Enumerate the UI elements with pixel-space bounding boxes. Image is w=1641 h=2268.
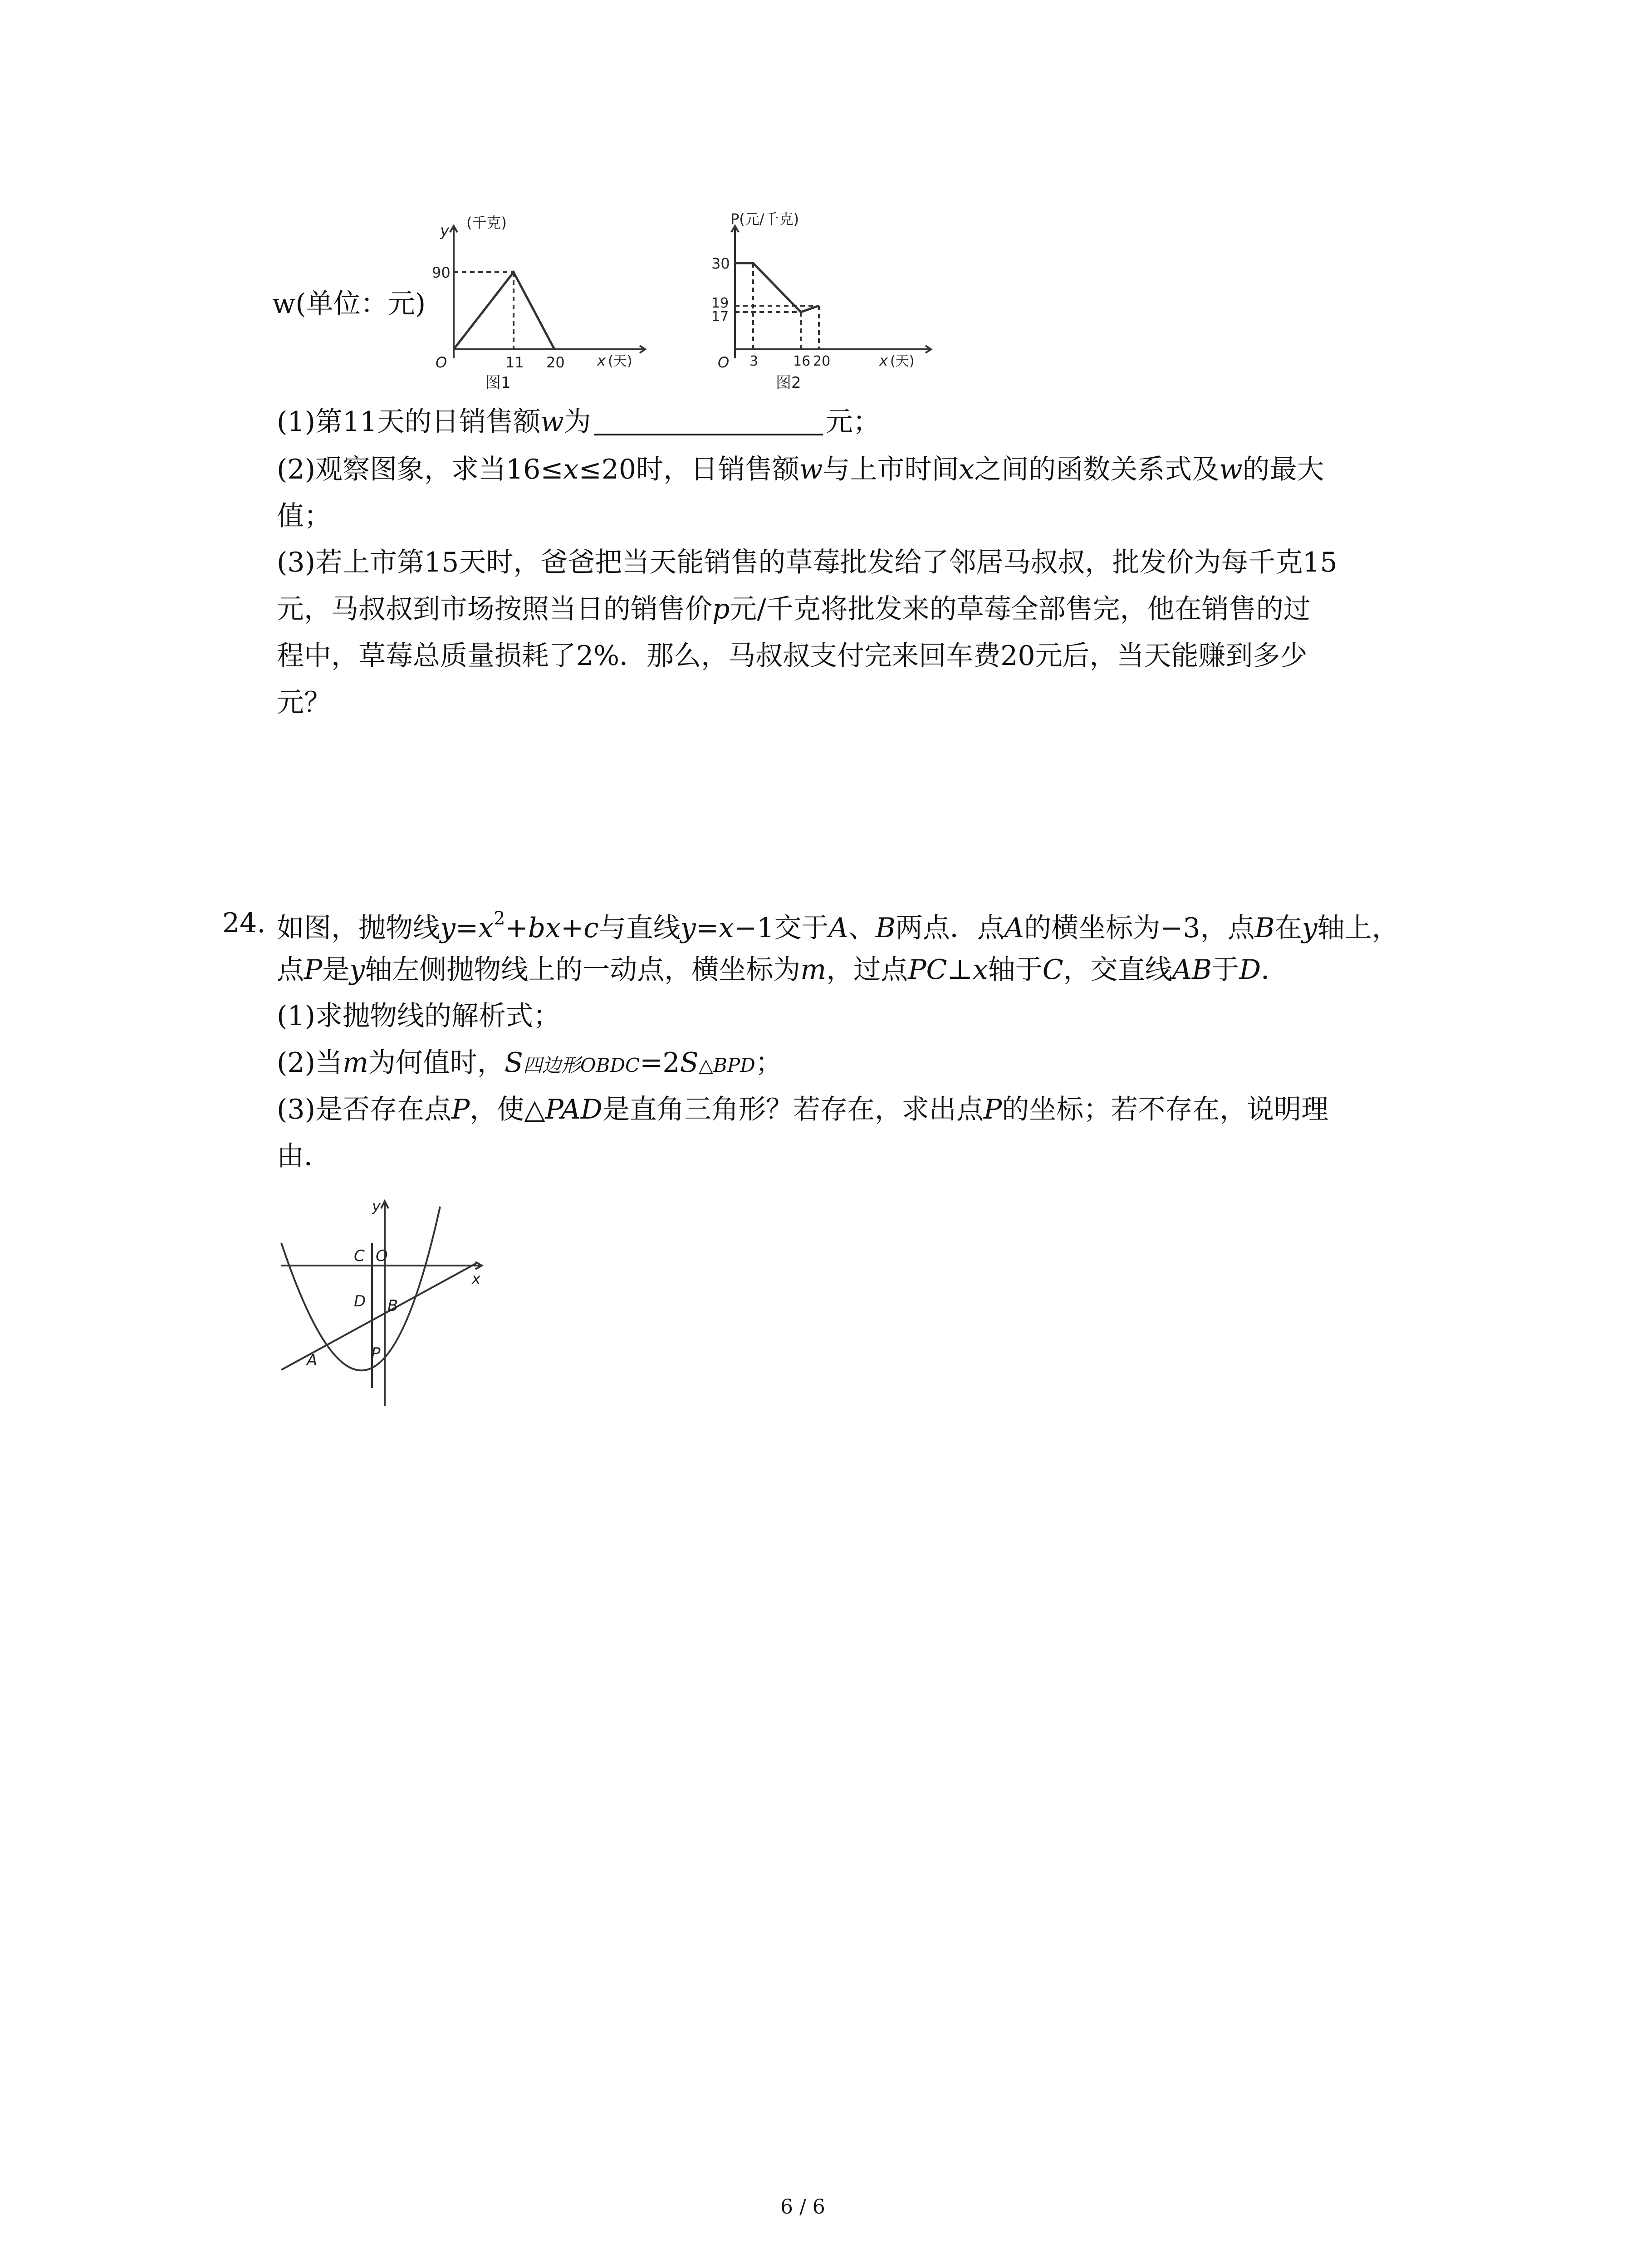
figure-1-graph: [432, 209, 671, 399]
t: 、: [848, 912, 876, 944]
eq-sup: 2: [494, 908, 505, 929]
subscript: △BPD: [698, 1054, 755, 1076]
fig2-caption: 图2: [776, 374, 801, 392]
t: =2: [640, 1047, 680, 1079]
pt: x: [972, 954, 988, 986]
q24-part3-line1: [277, 1096, 1328, 1123]
t: 是直角三角形？若存在，求出点: [602, 1094, 984, 1125]
figure-2-graph: [708, 209, 962, 399]
fig1-y-tick-90: 90: [432, 264, 451, 281]
q24-figure-parabola: [272, 1198, 508, 1415]
q23-part1: [277, 406, 880, 438]
pt: y: [349, 954, 365, 986]
var-x: x: [959, 454, 975, 485]
t: 轴左侧抛物线上的一动点，横坐标为: [365, 954, 801, 986]
pt: A: [828, 912, 848, 944]
t: 如图，抛物线: [277, 912, 440, 944]
q24-part2: [277, 1047, 783, 1079]
pt: y: [1302, 912, 1318, 944]
eq: y=x: [680, 912, 734, 944]
pt: D: [1239, 954, 1261, 986]
q24-fig-label-O: O: [376, 1247, 388, 1265]
fig2-x-tick-16: 16: [793, 353, 811, 369]
fig1-y-unit: (千克): [466, 214, 507, 231]
fig2-x-tick-3: 3: [749, 353, 759, 369]
pt: C: [1042, 954, 1063, 986]
q23-part1-mid: 为: [563, 406, 591, 438]
pt: A: [1004, 912, 1024, 944]
q24-line1: [277, 909, 1399, 942]
t: 为何值时，: [368, 1047, 505, 1079]
fig1-y-label: y: [440, 222, 450, 240]
var-S: S: [680, 1047, 699, 1079]
pt: B: [1254, 912, 1275, 944]
pt: B: [875, 912, 896, 944]
page-number: 6 / 6: [780, 2195, 825, 2219]
q23-part3-line4: 元？: [277, 687, 331, 719]
t: ⊥: [947, 954, 973, 986]
t: 元/千克将批发来的草莓全部售完，他在销售的过: [730, 593, 1311, 625]
q24-line2: [277, 954, 1288, 986]
q23-part3-line2: [277, 593, 1311, 625]
t: (3)是否存在点: [277, 1094, 451, 1125]
var-w: w: [540, 406, 564, 438]
fig1-origin: O: [436, 354, 447, 371]
q23-part3-line1: (3)若上市第15天时，爸爸把当天能销售的草莓批发给了邻居马叔叔，批发价为每千克15: [277, 547, 1337, 578]
w-unit-label: w(单位：元): [272, 288, 426, 320]
fig1-caption: 图1: [485, 374, 511, 392]
q23-part2-line1: [277, 456, 1324, 483]
q24-fig-label-C: C: [354, 1247, 365, 1265]
var-S: S: [504, 1047, 524, 1079]
t: ，交直线: [1063, 954, 1172, 986]
t: (2)观察图象，求当16≤: [277, 454, 563, 485]
t: 轴上，: [1317, 912, 1399, 944]
q24-fig-y-label: y: [372, 1198, 381, 1215]
eq: +bx+c: [505, 912, 599, 944]
t: 的横坐标为−3，点: [1024, 912, 1255, 944]
pt: P: [304, 954, 323, 986]
t: (2)当: [277, 1047, 343, 1079]
q24-fig-x-label: x: [472, 1270, 480, 1287]
fig2-x-unit: (天): [890, 353, 915, 369]
t: 与直线: [598, 912, 681, 944]
t: ；: [755, 1047, 783, 1079]
t: ．: [1261, 954, 1288, 986]
t: ，使△: [470, 1094, 545, 1125]
t: 元，马叔叔到市场按照当日的销售价: [277, 593, 712, 625]
q24-fig-label-D: D: [354, 1292, 366, 1310]
fig2-y-tick-19: 19: [711, 295, 729, 311]
var-x: x: [563, 454, 579, 485]
fig2-y-label: P(元/千克): [730, 210, 799, 228]
t: 之间的函数关系式及: [974, 454, 1220, 485]
pt: PC: [908, 954, 947, 986]
pt: m: [800, 954, 827, 986]
t: 是: [322, 954, 350, 986]
q24-fig-label-A: A: [307, 1351, 318, 1369]
t: 于: [1212, 954, 1239, 986]
t: 轴于: [988, 954, 1043, 986]
t: −1交于: [734, 912, 829, 944]
q24-fig-label-B: B: [387, 1297, 398, 1315]
q24-fig-label-P: P: [371, 1344, 381, 1363]
t: 在: [1274, 912, 1302, 944]
q23-part1-text: (1)第11天的日销售额: [277, 406, 541, 438]
fig2-y-tick-17: 17: [711, 309, 729, 325]
eq: y=x: [440, 912, 494, 944]
fig2-x-label: x: [879, 352, 888, 369]
fig1-x-unit: (天): [608, 353, 632, 369]
t: 的最大: [1242, 454, 1324, 485]
var-w: w: [1219, 454, 1243, 485]
q23-part1-after: 元；: [825, 406, 880, 438]
var-m: m: [343, 1047, 368, 1079]
q24-number: 24.: [222, 907, 266, 939]
answer-blank[interactable]: [594, 408, 823, 435]
pt: P: [451, 1094, 470, 1125]
t: 两点．点: [895, 912, 1004, 944]
q23-part2-line2: 值；: [277, 500, 331, 532]
t: ，过点: [826, 954, 908, 986]
fig2-y-tick-30: 30: [711, 255, 730, 272]
fig2-origin: O: [718, 354, 730, 371]
q24-part3-line2: 由．: [277, 1140, 331, 1172]
fig1-x-tick-11: 11: [505, 354, 524, 371]
subscript: 四边形OBDC: [523, 1054, 640, 1076]
var-p: p: [712, 593, 730, 625]
t: 的坐标；若不存在，说明理: [1002, 1094, 1329, 1125]
t: 点: [277, 954, 304, 986]
fig1-x-tick-20: 20: [546, 354, 565, 371]
q24-part1: (1)求抛物线的解析式；: [277, 1000, 560, 1032]
pt: P: [983, 1094, 1002, 1125]
var-w: w: [799, 454, 823, 485]
fig1-x-label: x: [597, 352, 606, 369]
pt: PAD: [545, 1094, 603, 1125]
pt: AB: [1172, 954, 1212, 986]
fig2-x-tick-20: 20: [813, 353, 831, 369]
q23-part3-line3: 程中，草莓总质量损耗了2%．那么，马叔叔支付完来回车费20元后，当天能赚到多少: [277, 640, 1308, 672]
t: ≤20时，日销售额: [578, 454, 800, 485]
t: 与上市时间: [823, 454, 959, 485]
